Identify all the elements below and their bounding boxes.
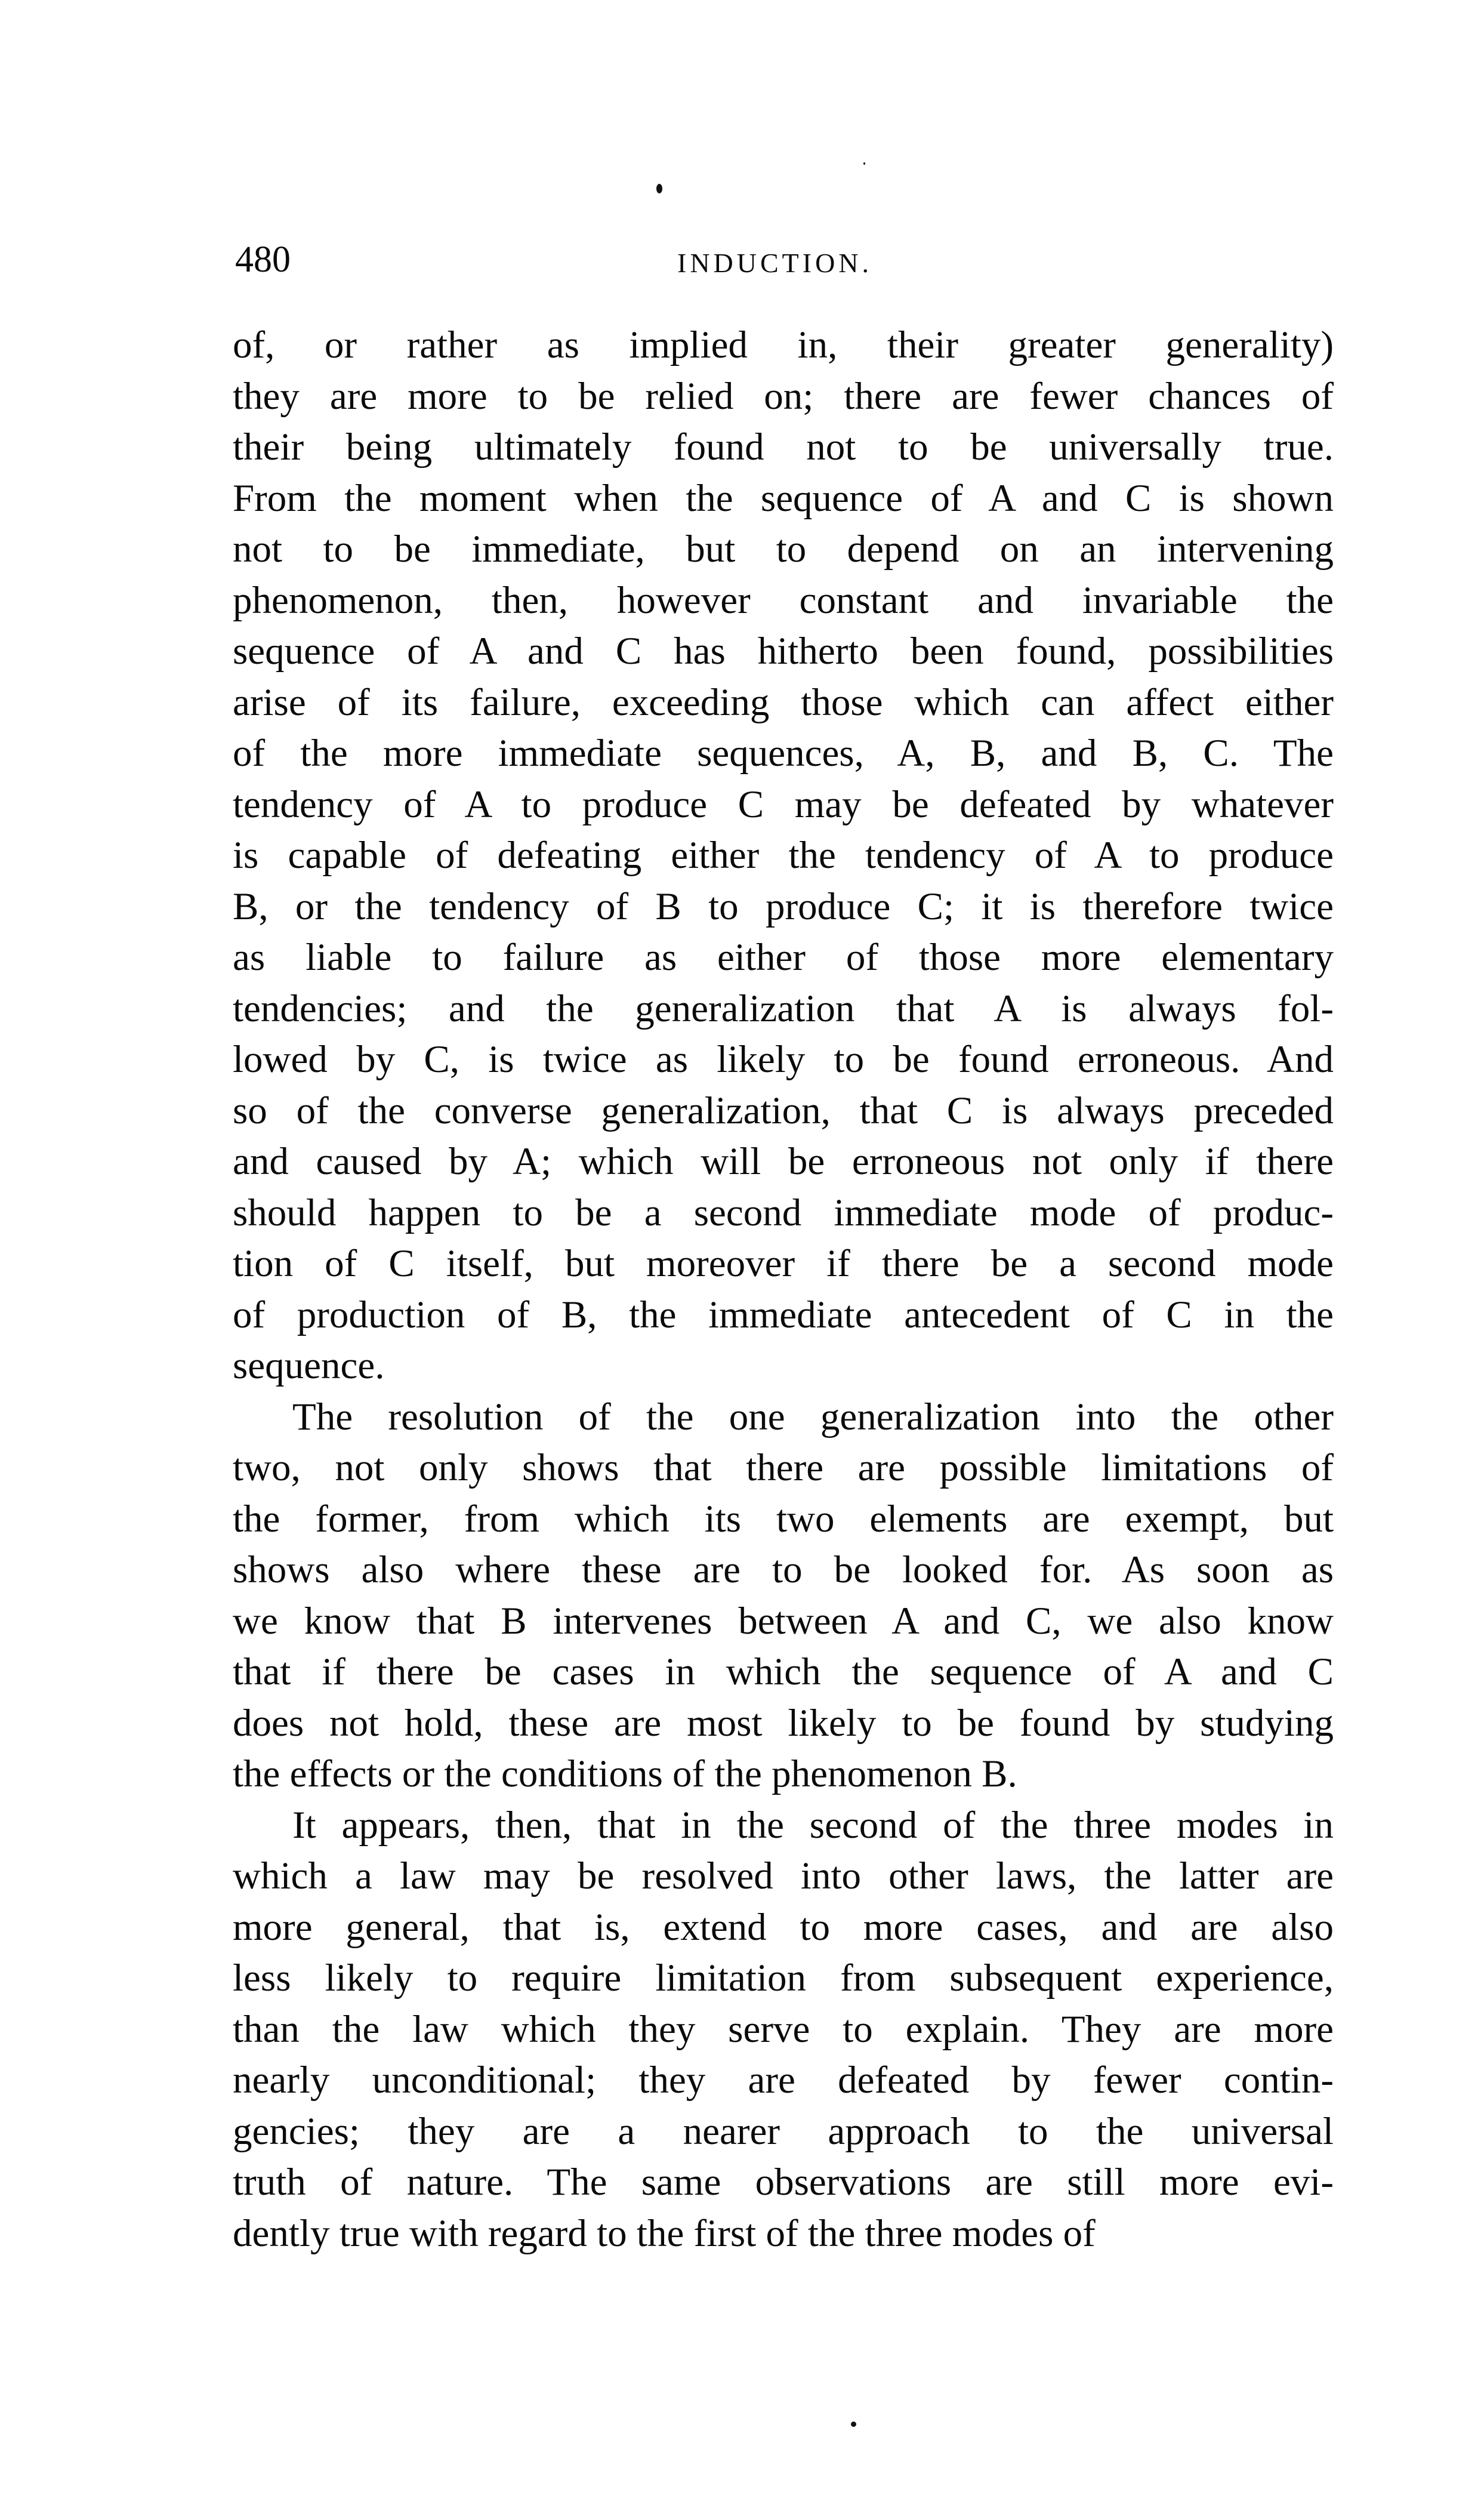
text-line: two, not only shows that there are possible limitations of [233, 1446, 1334, 1489]
text-line: their being ultimately found not to be universally true. [233, 426, 1334, 469]
page-number: 480 [235, 239, 291, 280]
text-line: than the law which they serve to explain. They are more [233, 2007, 1334, 2051]
text-line: sequence. [233, 1344, 385, 1387]
text-line: does not hold, these are most likely to be found by studying [233, 1701, 1334, 1745]
bottom-dot-mark [851, 2422, 856, 2427]
text-line: the former, from which its two elements are exempt, but [233, 1497, 1334, 1541]
text-line: of, or rather as implied in, their greater generality) [233, 324, 1334, 366]
text-line: as liable to failure as either of those more elementary [233, 936, 1334, 979]
text-line: we know that B intervenes between A and C, we also know [233, 1599, 1334, 1643]
text-line: not to be immediate, but to depend on an intervening [233, 528, 1334, 571]
text-line: the effects or the conditions of the phenomenon B. [233, 1752, 1017, 1795]
text-line: of the more immediate sequences, A, B, and B, C. The [233, 732, 1334, 775]
text-line: truth of nature. The same observations are still more evi- [233, 2161, 1334, 2204]
text-line: so of the converse generalization, that C is always preceded [233, 1089, 1334, 1132]
text-line: dently true with regard to the first of the three modes of [233, 2211, 1096, 2255]
text-line: should happen to be a second immediate mode of produc- [233, 1191, 1334, 1234]
text-line: they are more to be relied on; there are fewer chances of [233, 374, 1334, 418]
paragraph [233, 320, 1334, 1392]
text-line: tendencies; and the generalization that A is always fol- [233, 987, 1334, 1030]
body-text [233, 320, 1334, 2259]
text-line: B, or the tendency of B to produce C; it is therefore twice [233, 885, 1334, 928]
text-line: The resolution of the one generalization into the other [292, 1395, 1334, 1438]
text-line: more general, that is, extend to more cases, and are also [233, 1905, 1334, 1949]
running-title: INDUCTION. [677, 248, 873, 278]
text-line: of production of B, the immediate antecedent of C in the [233, 1293, 1334, 1336]
text-line: is capable of defeating either the tendency of A to produce [233, 834, 1334, 877]
text-line: less likely to require limitation from subsequent experience, [233, 1957, 1334, 2000]
text-line: shows also where these are to be looked for. As soon as [233, 1548, 1334, 1591]
scan-speck [863, 162, 865, 165]
text-line: lowed by C, is twice as likely to be found erroneous. And [233, 1038, 1334, 1081]
text-line: arise of its failure, exceeding those which can affect either [233, 680, 1334, 724]
running-head [233, 239, 1334, 281]
text-line: tendency of A to produce C may be defeated by whatever [233, 783, 1334, 826]
text-line: From the moment when the sequence of A and C is shown [233, 476, 1334, 520]
text-line: that if there be cases in which the sequence of A and C [233, 1650, 1334, 1693]
text-line: and caused by A; which will be erroneous not only if there [233, 1140, 1334, 1183]
text-line: gencies; they are a nearer approach to the universal [233, 2109, 1334, 2153]
paragraph [233, 1392, 1334, 1800]
text-line: tion of C itself, but moreover if there be a second mode [233, 1242, 1334, 1285]
top-dot-mark [656, 184, 662, 193]
text-line: phenomenon, then, however constant and invariable the [233, 578, 1334, 622]
text-line: It appears, then, that in the second of the three modes in [292, 1803, 1334, 1847]
paragraph [233, 1800, 1334, 2260]
text-line: nearly unconditional; they are defeated by fewer contin- [233, 2059, 1334, 2102]
text-line: which a law may be resolved into other laws, the latter are [233, 1854, 1334, 1897]
text-line: sequence of A and C has hitherto been found, possibilities [233, 630, 1334, 673]
